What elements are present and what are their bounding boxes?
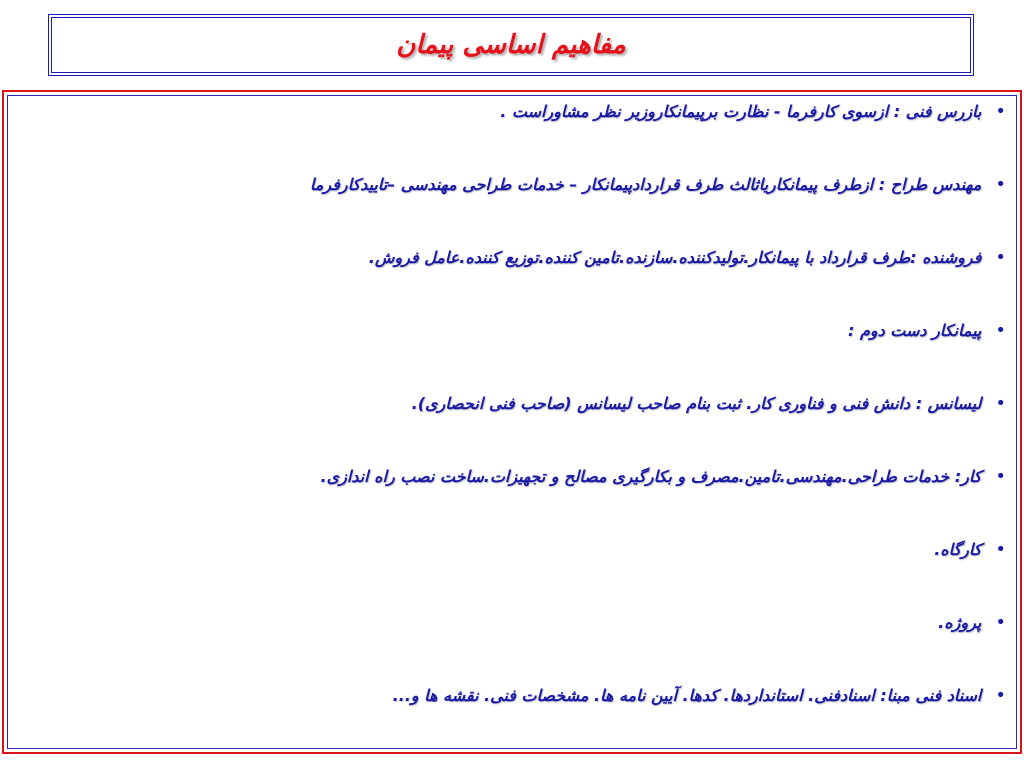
bullet-item-project xyxy=(10,611,1006,684)
bullet-icon: • xyxy=(995,539,1006,560)
bullet-item-subcontractor xyxy=(10,319,1006,392)
bullet-item-design-engineer xyxy=(10,173,1006,246)
bullet-icon: • xyxy=(995,685,1006,706)
bullet-item-technical-documents xyxy=(10,684,1006,757)
bullet-text: کارگاه. xyxy=(934,540,982,559)
bullet-icon: • xyxy=(995,174,1006,195)
bullet-text: اسناد فنی مبنا: اسنادفنی. استانداردها. کدها. آیین نامه ها. مشخصات فنی. نقشه ها و... xyxy=(392,686,982,705)
bullet-text: مهندس طراح : ازطرف پیمانکاریاثالث طرف قراردادپیمانکار – خدمات طراحی مهندسی –تاییدکارفرما xyxy=(309,175,982,194)
bullet-icon: • xyxy=(995,320,1006,341)
bullet-icon: • xyxy=(995,101,1006,122)
bullet-item-work xyxy=(10,465,1006,538)
bullet-text: فروشنده :طرف قرارداد با پیمانکار.تولیدکننده.سازنده.تامین کننده.توزیع کننده.عامل فروش. xyxy=(368,248,982,267)
bullet-list xyxy=(10,100,1006,757)
bullet-item-workshop xyxy=(10,538,1006,611)
bullet-item-inspector xyxy=(10,100,1006,173)
bullet-text: بازرس فنی : ازسوی کارفرما - نظارت برپیمانکاروزیر نظر مشاوراست . xyxy=(500,102,982,121)
slide-title: مفاهیم اساسی پیمان xyxy=(396,30,626,60)
bullet-icon: • xyxy=(995,247,1006,268)
bullet-item-vendor xyxy=(10,246,1006,319)
bullet-item-license xyxy=(10,392,1006,465)
bullet-icon: • xyxy=(995,466,1006,487)
bullet-icon: • xyxy=(995,393,1006,414)
title-frame xyxy=(48,14,974,76)
content-frame xyxy=(2,90,1022,754)
bullet-icon: • xyxy=(995,612,1006,633)
bullet-text: کار: خدمات طراحی.مهندسی.تامین.مصرف و بکارگیری مصالح و تجهیزات.ساخت نصب راه اندازی. xyxy=(320,467,982,486)
bullet-text: لیسانس : دانش فنی و فناوری کار. ثبت بنام صاحب لیسانس (صاحب فنی انحصاری). xyxy=(411,394,982,413)
bullet-text: پروژه. xyxy=(938,613,982,632)
bullet-text: پیمانکار دست دوم : xyxy=(847,321,982,340)
